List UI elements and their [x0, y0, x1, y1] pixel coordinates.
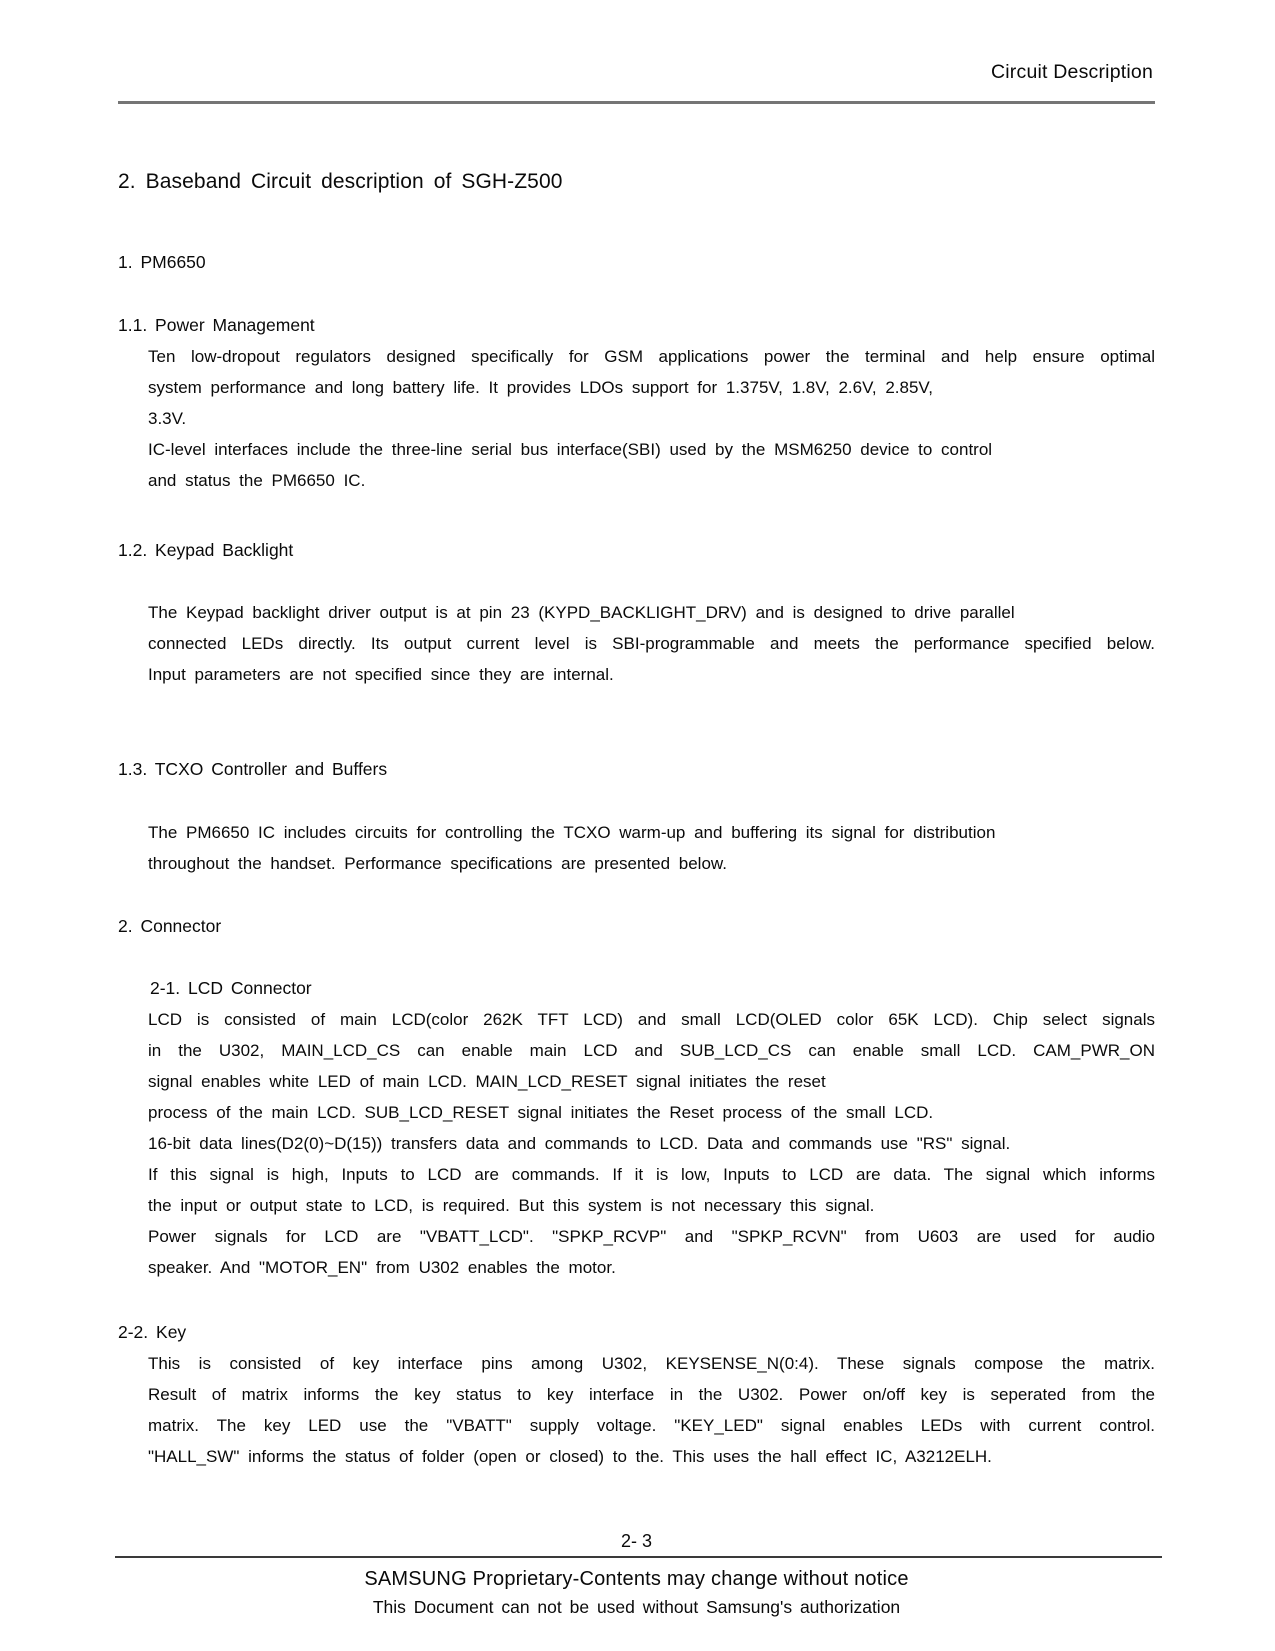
page-content — [118, 168, 1155, 1472]
text-line: matrix. The key LED use the "VBATT" supply voltage. "KEY_LED" signal enables LEDs with current control. — [148, 1416, 1155, 1435]
subsection-heading-lcd-connector: 2-1. LCD Connector — [150, 978, 312, 998]
paragraph-power-management — [118, 341, 1155, 496]
text-line: Result of matrix informs the key status to key interface in the U302. Power on/off key is seperated from the — [148, 1385, 1155, 1404]
text-line: The Keypad backlight driver output is at pin 23 (KYPD_BACKLIGHT_DRV) and is designed to drive parallel — [148, 603, 1015, 622]
text-line: LCD is consisted of main LCD(color 262K TFT LCD) and small LCD(OLED color 65K LCD). Chip select signals — [148, 1010, 1155, 1029]
text-line: speaker. And "MOTOR_EN" from U302 enables the motor. — [148, 1258, 616, 1277]
text-line: Input parameters are not specified since they are internal. — [148, 665, 614, 684]
text-line: Power signals for LCD are "VBATT_LCD". "SPKP_RCVP" and "SPKP_RCVN" from U603 are used for audio — [148, 1227, 1155, 1246]
subsection-heading-keypad-backlight: 1.2. Keypad Backlight — [118, 540, 294, 560]
text-line: Ten low-dropout regulators designed specifically for GSM applications power the terminal and help ensure optimal — [148, 347, 1155, 366]
text-line: IC-level interfaces include the three-line serial bus interface(SBI) used by the MSM6250 device to control — [148, 440, 993, 459]
text-line: This is consisted of key interface pins among U302, KEYSENSE_N(0:4). These signals compose the matrix. — [148, 1354, 1155, 1373]
text-line: throughout the handset. Performance specifications are presented below. — [148, 854, 727, 873]
text-line: system performance and long battery life. It provides LDOs support for 1.375V, 1.8V, 2.6V, 2.85V, — [148, 378, 933, 397]
text-line: process of the main LCD. SUB_LCD_RESET signal initiates the Reset process of the small LCD. — [148, 1103, 934, 1122]
section-heading-pm6650: 1. PM6650 — [118, 252, 206, 272]
paragraph-lcd-connector — [118, 1004, 1155, 1283]
text-line: "HALL_SW" informs the status of folder (open or closed) to the. This uses the hall effect IC, A3212ELH. — [148, 1447, 992, 1466]
text-line: 16-bit data lines(D2(0)~D(15)) transfers data and commands to LCD. Data and commands use "RS" signal. — [148, 1134, 1011, 1153]
paragraph-tcxo — [118, 817, 1155, 879]
header-rule — [118, 101, 1155, 104]
text-line: signal enables white LED of main LCD. MAIN_LCD_RESET signal initiates the reset — [148, 1072, 826, 1091]
paragraph-keypad-backlight — [118, 597, 1155, 690]
text-line: in the U302, MAIN_LCD_CS can enable main LCD and SUB_LCD_CS can enable small LCD. CAM_PWR_ON — [148, 1041, 1155, 1060]
text-line: and status the PM6650 IC. — [148, 471, 366, 490]
footer-page-number: 2- 3 — [620, 1531, 653, 1551]
text-line: If this signal is high, Inputs to LCD are commands. If it is low, Inputs to LCD are data. The signal which informs — [148, 1165, 1155, 1184]
subsection-heading-key: 2-2. Key — [118, 1322, 187, 1342]
paragraph-key — [118, 1348, 1155, 1472]
text-line: the input or output state to LCD, is required. But this system is not necessary this signal. — [148, 1196, 875, 1215]
footer-proprietary-notice: SAMSUNG Proprietary-Contents may change without notice — [364, 1568, 909, 1590]
text-line: The PM6650 IC includes circuits for controlling the TCXO warm-up and buffering its signal for distribution — [148, 823, 996, 842]
section-heading-connector: 2. Connector — [118, 916, 222, 936]
subsection-heading-power-management: 1.1. Power Management — [118, 315, 315, 335]
page-title: 2. Baseband Circuit description of SGH-Z500 — [118, 170, 563, 193]
subsection-heading-tcxo: 1.3. TCXO Controller and Buffers — [118, 759, 388, 779]
footer-rule — [115, 1556, 1162, 1558]
text-line: connected LEDs directly. Its output current level is SBI-programmable and meets the performance specified below. — [148, 634, 1155, 653]
header-running-title: Circuit Description — [990, 61, 1153, 83]
footer-authorization-notice: This Document can not be used without Samsung's authorization — [372, 1597, 901, 1617]
text-line: 3.3V. — [148, 409, 187, 428]
